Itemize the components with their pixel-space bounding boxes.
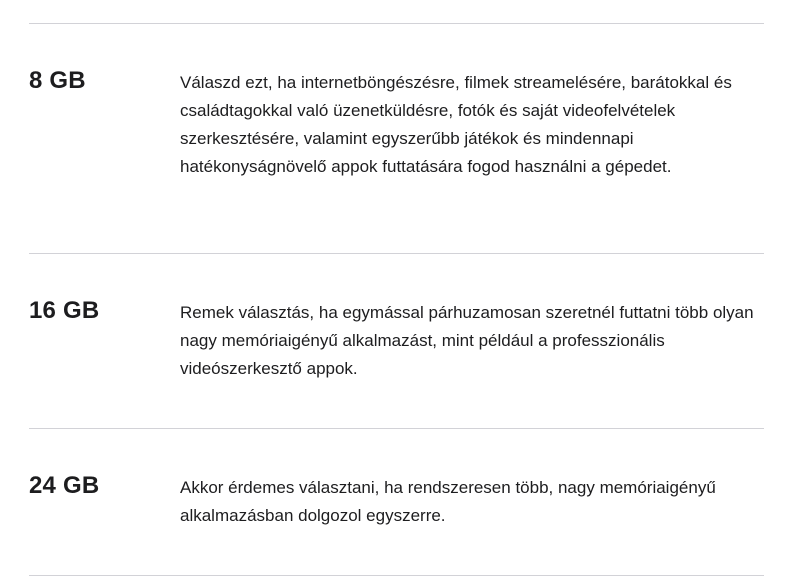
divider	[29, 575, 764, 576]
memory-description: Akkor érdemes választani, ha rendszeresen több, nagy memóriaigényű alkalmazásban dolgozol egyszerre.	[180, 478, 716, 525]
divider	[29, 23, 764, 24]
memory-size-label: 24 GB	[29, 472, 100, 499]
memory-description: Válaszd ezt, ha internetböngészésre, filmek streamelésére, barátokkal és családtagokkal való üzenetküldésre, fotók és saját videofelvételek szerkesztésére, valamint egyszerűbb játékok és mindennapi hatékonyságnövelő appok futtatására fogod használni a gépedet.	[180, 73, 732, 176]
divider	[29, 428, 764, 429]
memory-size-label: 16 GB	[29, 297, 100, 324]
memory-size-label: 8 GB	[29, 67, 86, 94]
divider	[29, 253, 764, 254]
memory-description: Remek választás, ha egymással párhuzamosan szeretnél futtatni több olyan nagy memóriaigényű alkalmazást, mint például a professzionális videószerkesztő appok.	[180, 303, 754, 378]
